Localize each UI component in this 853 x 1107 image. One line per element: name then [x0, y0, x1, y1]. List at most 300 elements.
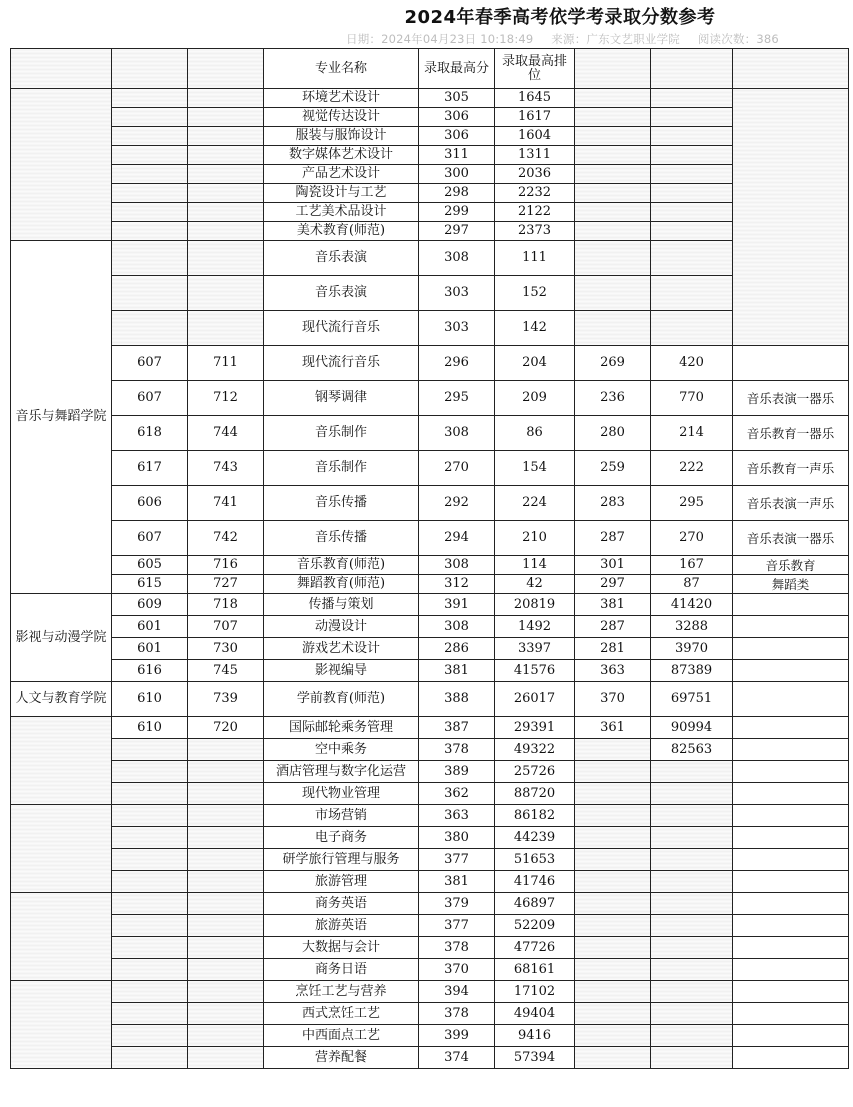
remark-cell: [733, 915, 849, 937]
score-cell: 259: [575, 451, 651, 486]
score-cell: 308: [419, 241, 495, 276]
score-cell: 743: [188, 451, 264, 486]
score-cell: 312: [419, 575, 495, 594]
score-cell: [112, 739, 188, 761]
score-cell: 303: [419, 276, 495, 311]
score-cell: [112, 827, 188, 849]
college-cell: [11, 717, 112, 805]
score-cell: 269: [575, 346, 651, 381]
remark-cell: [733, 871, 849, 893]
score-cell: [188, 127, 264, 146]
remark-cell: [733, 783, 849, 805]
score-cell: [651, 783, 733, 805]
score-cell: 1645: [495, 89, 575, 108]
score-cell: 20819: [495, 594, 575, 616]
score-cell: [575, 893, 651, 915]
score-cell: [112, 981, 188, 1003]
score-cell: [575, 241, 651, 276]
score-cell: 286: [419, 638, 495, 660]
remark-cell: [733, 849, 849, 871]
score-cell: [651, 241, 733, 276]
score-cell: [651, 89, 733, 108]
remark-cell: [733, 682, 849, 717]
table-row: [11, 89, 849, 108]
table-row: [11, 222, 849, 241]
major-name-cell: 现代流行音乐: [264, 311, 419, 346]
remark-cell: [733, 761, 849, 783]
table-row: [11, 871, 849, 893]
score-cell: 167: [651, 556, 733, 575]
table-header-row: [11, 49, 849, 89]
score-cell: [575, 827, 651, 849]
major-name-cell: 工艺美术品设计: [264, 203, 419, 222]
remark-cell: [733, 616, 849, 638]
table-row: [11, 959, 849, 981]
table-row: [11, 575, 849, 594]
score-cell: [651, 276, 733, 311]
remark-cell: [733, 805, 849, 827]
score-cell: [575, 1025, 651, 1047]
score-cell: [575, 311, 651, 346]
table-row: [11, 739, 849, 761]
score-cell: [112, 241, 188, 276]
remark-cell: [733, 1025, 849, 1047]
score-cell: 3288: [651, 616, 733, 638]
remark-cell: [733, 937, 849, 959]
score-cell: 292: [419, 486, 495, 521]
score-cell: 311: [419, 146, 495, 165]
score-cell: 152: [495, 276, 575, 311]
score-cell: 389: [419, 761, 495, 783]
major-name-cell: 学前教育(师范): [264, 682, 419, 717]
score-cell: 730: [188, 638, 264, 660]
score-cell: 301: [575, 556, 651, 575]
score-cell: 3397: [495, 638, 575, 660]
score-cell: [112, 871, 188, 893]
score-cell: 616: [112, 660, 188, 682]
major-name-cell: 服装与服饰设计: [264, 127, 419, 146]
table-row: [11, 276, 849, 311]
major-name-cell: 数字媒体艺术设计: [264, 146, 419, 165]
score-cell: 1617: [495, 108, 575, 127]
major-name-cell: 传播与策划: [264, 594, 419, 616]
score-cell: 378: [419, 937, 495, 959]
score-cell: [575, 127, 651, 146]
score-cell: 720: [188, 717, 264, 739]
score-cell: 387: [419, 717, 495, 739]
college-cell: [11, 89, 112, 241]
score-cell: [188, 893, 264, 915]
major-name-cell: 影视编导: [264, 660, 419, 682]
score-cell: [188, 203, 264, 222]
score-cell: [188, 739, 264, 761]
score-cell: 617: [112, 451, 188, 486]
score-cell: 378: [419, 1003, 495, 1025]
score-cell: [575, 739, 651, 761]
score-cell: 49322: [495, 739, 575, 761]
score-cell: 399: [419, 1025, 495, 1047]
remark-cell: [733, 981, 849, 1003]
score-cell: [651, 108, 733, 127]
score-cell: 601: [112, 616, 188, 638]
table-row: [11, 416, 849, 451]
major-name-cell: 酒店管理与数字化运营: [264, 761, 419, 783]
table-row: [11, 486, 849, 521]
college-cell: [11, 805, 112, 893]
score-cell: 303: [419, 311, 495, 346]
remark-cell: [733, 89, 849, 346]
remark-cell: [733, 739, 849, 761]
score-cell: [575, 805, 651, 827]
score-cell: [575, 203, 651, 222]
score-cell: 305: [419, 89, 495, 108]
table-row: [11, 1003, 849, 1025]
score-cell: [575, 959, 651, 981]
score-cell: 707: [188, 616, 264, 638]
score-cell: [112, 203, 188, 222]
score-cell: 280: [575, 416, 651, 451]
score-cell: [651, 805, 733, 827]
score-cell: [651, 893, 733, 915]
table-row: [11, 451, 849, 486]
table-row: [11, 682, 849, 717]
score-cell: [575, 981, 651, 1003]
table-row: [11, 981, 849, 1003]
college-cell: [11, 893, 112, 981]
score-cell: [188, 108, 264, 127]
score-cell: [188, 146, 264, 165]
major-name-cell: 研学旅行管理与服务: [264, 849, 419, 871]
score-cell: [651, 761, 733, 783]
score-cell: 2122: [495, 203, 575, 222]
table-row: [11, 146, 849, 165]
score-cell: 287: [575, 616, 651, 638]
major-name-cell: 美术教育(师范): [264, 222, 419, 241]
score-cell: 47726: [495, 937, 575, 959]
score-cell: [188, 1047, 264, 1069]
major-name-cell: 游戏艺术设计: [264, 638, 419, 660]
score-cell: [651, 959, 733, 981]
remark-cell: 音乐表演一声乐: [733, 486, 849, 521]
score-cell: 306: [419, 108, 495, 127]
score-cell: [575, 915, 651, 937]
major-name-cell: 音乐表演: [264, 276, 419, 311]
score-cell: 224: [495, 486, 575, 521]
major-name-cell: 中西面点工艺: [264, 1025, 419, 1047]
table-row: [11, 1047, 849, 1069]
score-cell: [112, 937, 188, 959]
score-cell: 609: [112, 594, 188, 616]
score-cell: 41576: [495, 660, 575, 682]
remark-cell: [733, 1003, 849, 1025]
score-cell: [188, 184, 264, 203]
table-row: [11, 638, 849, 660]
score-cell: 388: [419, 682, 495, 717]
score-cell: 607: [112, 521, 188, 556]
score-cell: [651, 222, 733, 241]
score-cell: [112, 959, 188, 981]
major-name-cell: 环境艺术设计: [264, 89, 419, 108]
score-cell: [651, 871, 733, 893]
score-cell: [575, 871, 651, 893]
admission-score-table: [10, 48, 849, 1069]
score-cell: 742: [188, 521, 264, 556]
column-header: [651, 49, 733, 89]
source: 来源：广东文艺职业学院: [551, 32, 680, 46]
column-header: 录取最高排位: [495, 49, 575, 89]
score-cell: 51653: [495, 849, 575, 871]
table-row: [11, 127, 849, 146]
table-row: [11, 805, 849, 827]
major-name-cell: 商务英语: [264, 893, 419, 915]
score-cell: 69751: [651, 682, 733, 717]
score-cell: 362: [419, 783, 495, 805]
score-cell: [112, 805, 188, 827]
score-cell: 370: [575, 682, 651, 717]
score-cell: 712: [188, 381, 264, 416]
score-cell: 204: [495, 346, 575, 381]
score-cell: 1492: [495, 616, 575, 638]
score-cell: 2036: [495, 165, 575, 184]
score-cell: [651, 937, 733, 959]
score-cell: [188, 805, 264, 827]
score-cell: 378: [419, 739, 495, 761]
score-cell: [188, 783, 264, 805]
score-cell: 1311: [495, 146, 575, 165]
score-cell: 308: [419, 616, 495, 638]
score-cell: 57394: [495, 1047, 575, 1069]
college-cell: 影视与动漫学院: [11, 594, 112, 682]
score-cell: [112, 915, 188, 937]
score-cell: 41420: [651, 594, 733, 616]
score-cell: 3970: [651, 638, 733, 660]
major-name-cell: 音乐传播: [264, 521, 419, 556]
remark-cell: 音乐表演一器乐: [733, 381, 849, 416]
major-name-cell: 视觉传达设计: [264, 108, 419, 127]
major-name-cell: 市场营销: [264, 805, 419, 827]
score-cell: 25726: [495, 761, 575, 783]
table-row: [11, 108, 849, 127]
score-cell: [188, 761, 264, 783]
major-name-cell: 产品艺术设计: [264, 165, 419, 184]
score-cell: 86182: [495, 805, 575, 827]
score-cell: [651, 146, 733, 165]
score-cell: 295: [651, 486, 733, 521]
score-cell: [651, 165, 733, 184]
score-cell: 607: [112, 381, 188, 416]
score-cell: 270: [419, 451, 495, 486]
score-cell: [112, 89, 188, 108]
score-cell: [651, 1003, 733, 1025]
score-cell: 361: [575, 717, 651, 739]
score-cell: 210: [495, 521, 575, 556]
score-cell: [188, 959, 264, 981]
score-cell: 82563: [651, 739, 733, 761]
score-cell: 296: [419, 346, 495, 381]
remark-cell: [733, 717, 849, 739]
column-header: 录取最高分: [419, 49, 495, 89]
score-cell: 88720: [495, 783, 575, 805]
score-cell: 381: [419, 660, 495, 682]
score-cell: 87389: [651, 660, 733, 682]
column-header: [575, 49, 651, 89]
score-cell: [112, 127, 188, 146]
score-cell: 90994: [651, 717, 733, 739]
major-name-cell: 动漫设计: [264, 616, 419, 638]
score-cell: [651, 127, 733, 146]
score-cell: 770: [651, 381, 733, 416]
table-row: [11, 660, 849, 682]
score-cell: [651, 849, 733, 871]
score-cell: [575, 761, 651, 783]
score-cell: [651, 1025, 733, 1047]
score-cell: 374: [419, 1047, 495, 1069]
column-header: [188, 49, 264, 89]
score-cell: 297: [575, 575, 651, 594]
major-name-cell: 现代物业管理: [264, 783, 419, 805]
major-name-cell: 空中乘务: [264, 739, 419, 761]
score-cell: [651, 827, 733, 849]
score-cell: 711: [188, 346, 264, 381]
major-name-cell: 舞蹈教育(师范): [264, 575, 419, 594]
score-cell: [575, 849, 651, 871]
score-cell: 618: [112, 416, 188, 451]
score-cell: [651, 203, 733, 222]
page-title: 2024年春季高考依学考录取分数参考: [404, 7, 716, 28]
remark-cell: [733, 638, 849, 660]
major-name-cell: 陶瓷设计与工艺: [264, 184, 419, 203]
score-cell: [575, 165, 651, 184]
column-header: [11, 49, 112, 89]
major-name-cell: 钢琴调律: [264, 381, 419, 416]
major-name-cell: 国际邮轮乘务管理: [264, 717, 419, 739]
major-name-cell: 电子商务: [264, 827, 419, 849]
publish-date: 日期：2024年04月23日 10:18:49: [346, 32, 534, 46]
score-cell: 41746: [495, 871, 575, 893]
score-cell: 744: [188, 416, 264, 451]
score-cell: 295: [419, 381, 495, 416]
score-cell: [575, 276, 651, 311]
major-name-cell: 烹饪工艺与营养: [264, 981, 419, 1003]
score-cell: 299: [419, 203, 495, 222]
score-cell: [188, 849, 264, 871]
major-name-cell: 大数据与会计: [264, 937, 419, 959]
table-row: [11, 346, 849, 381]
score-cell: 727: [188, 575, 264, 594]
table-row: [11, 717, 849, 739]
score-cell: 363: [419, 805, 495, 827]
view-count: 阅读次数：386: [697, 32, 779, 46]
score-cell: 222: [651, 451, 733, 486]
table-row: [11, 1025, 849, 1047]
score-cell: 308: [419, 416, 495, 451]
major-name-cell: 音乐传播: [264, 486, 419, 521]
table-row: [11, 203, 849, 222]
score-cell: 739: [188, 682, 264, 717]
score-cell: 741: [188, 486, 264, 521]
table-row: [11, 241, 849, 276]
table-row: [11, 849, 849, 871]
score-cell: 745: [188, 660, 264, 682]
score-cell: 2373: [495, 222, 575, 241]
table-row: [11, 311, 849, 346]
table-row: [11, 184, 849, 203]
score-cell: [112, 165, 188, 184]
remark-cell: 音乐表演一器乐: [733, 521, 849, 556]
college-cell: [11, 981, 112, 1069]
score-cell: 615: [112, 575, 188, 594]
remark-cell: [733, 959, 849, 981]
table-row: [11, 521, 849, 556]
remark-cell: 音乐教育: [733, 556, 849, 575]
score-cell: [575, 1003, 651, 1025]
score-cell: 46897: [495, 893, 575, 915]
score-cell: 394: [419, 981, 495, 1003]
score-cell: [188, 165, 264, 184]
column-header: [112, 49, 188, 89]
table-row: [11, 893, 849, 915]
score-cell: 42: [495, 575, 575, 594]
major-name-cell: 西式烹饪工艺: [264, 1003, 419, 1025]
score-cell: 381: [419, 871, 495, 893]
score-cell: 297: [419, 222, 495, 241]
score-cell: [575, 783, 651, 805]
score-cell: [651, 311, 733, 346]
score-cell: 17102: [495, 981, 575, 1003]
score-cell: [188, 222, 264, 241]
major-name-cell: 音乐制作: [264, 416, 419, 451]
score-cell: [188, 937, 264, 959]
score-cell: 281: [575, 638, 651, 660]
score-cell: [575, 108, 651, 127]
score-cell: 214: [651, 416, 733, 451]
score-cell: [188, 311, 264, 346]
score-cell: 87: [651, 575, 733, 594]
major-name-cell: 营养配餐: [264, 1047, 419, 1069]
score-cell: 283: [575, 486, 651, 521]
score-cell: [575, 89, 651, 108]
major-name-cell: 旅游英语: [264, 915, 419, 937]
score-cell: 377: [419, 915, 495, 937]
score-cell: [188, 241, 264, 276]
remark-cell: [733, 346, 849, 381]
major-name-cell: 音乐教育(师范): [264, 556, 419, 575]
score-cell: [188, 1003, 264, 1025]
remark-cell: 舞蹈类: [733, 575, 849, 594]
score-cell: [112, 783, 188, 805]
score-cell: [188, 276, 264, 311]
score-cell: 380: [419, 827, 495, 849]
major-name-cell: 现代流行音乐: [264, 346, 419, 381]
remark-cell: [733, 893, 849, 915]
score-cell: 209: [495, 381, 575, 416]
score-cell: [651, 184, 733, 203]
score-cell: 377: [419, 849, 495, 871]
score-cell: 114: [495, 556, 575, 575]
score-cell: 610: [112, 682, 188, 717]
score-cell: 610: [112, 717, 188, 739]
column-header: [733, 49, 849, 89]
table-row: [11, 761, 849, 783]
score-cell: 370: [419, 959, 495, 981]
remark-cell: 音乐教育一器乐: [733, 416, 849, 451]
score-cell: [651, 915, 733, 937]
score-cell: 716: [188, 556, 264, 575]
remark-cell: [733, 1047, 849, 1069]
score-cell: [112, 311, 188, 346]
major-name-cell: 音乐表演: [264, 241, 419, 276]
score-cell: 236: [575, 381, 651, 416]
